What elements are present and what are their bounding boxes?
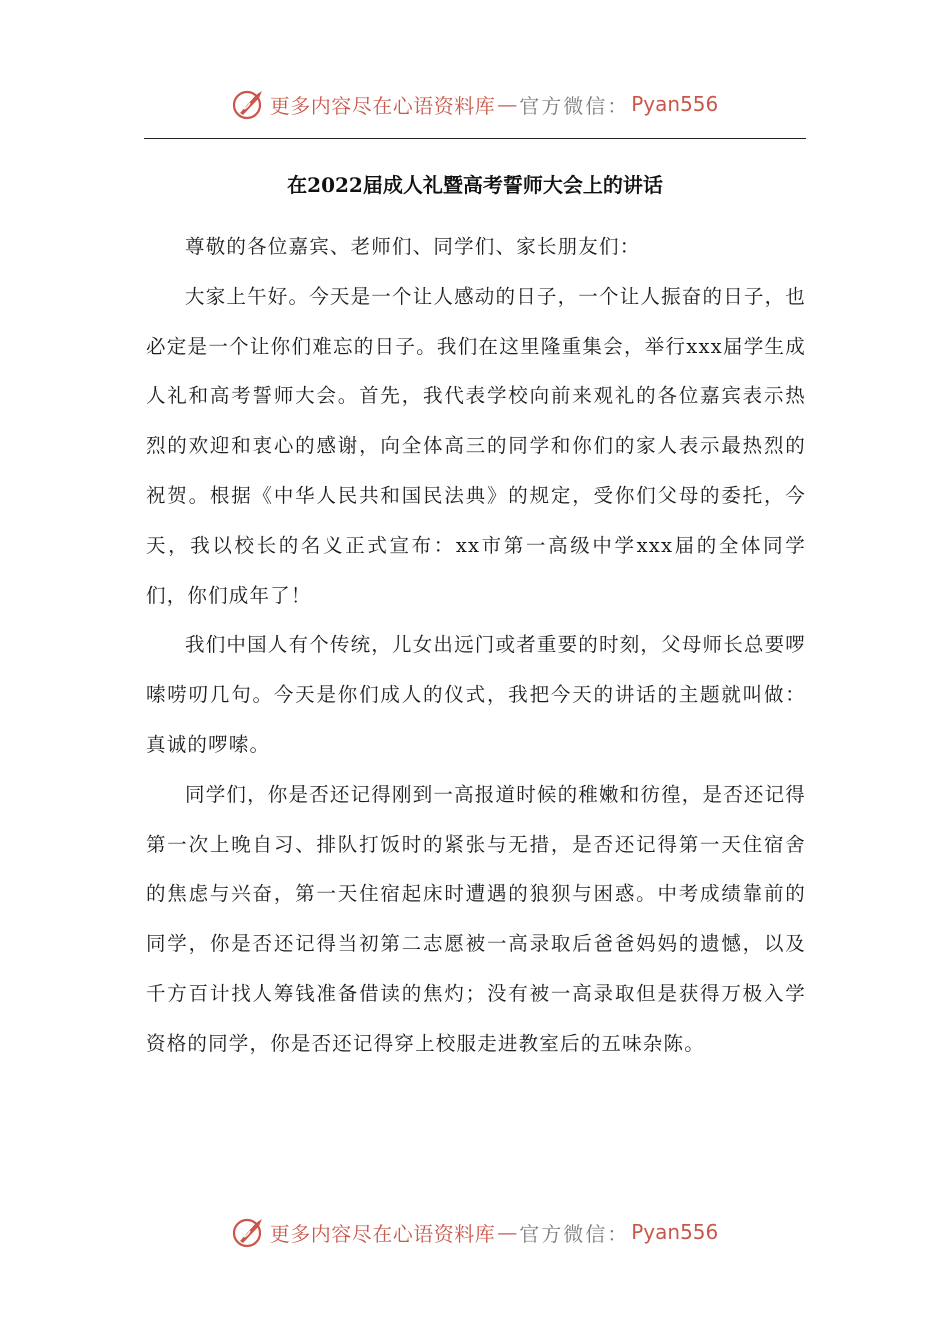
watermark-lead-text: 更多内容尽在心语资料库	[269, 1221, 496, 1246]
quill-pen-logo-icon	[232, 1215, 266, 1249]
watermark-wechat-id: Pyan556	[631, 1220, 719, 1244]
header-watermark	[0, 84, 950, 124]
document-title: 在2022届成人礼暨高考誓师大会上的讲话	[287, 173, 663, 197]
footer-watermark	[0, 1212, 950, 1252]
body-paragraph: 同学们，你是否还记得刚到一高报道时候的稚嫩和彷徨，是否还记得第一次上晚自习、排队打饭时的紧张与无措，是否还记得第一天住宿舍的焦虑与兴奋，第一天住宿起床时遭遇的狼狈与困惑。中考成绩靠前的同学，你是否还记得当初第二志愿被一高录取后爸爸妈妈的遗憾，以及千方百计找人筹钱准备借读的焦灼；没有被一高录取但是获得万极入学资格的同学，你是否还记得穿上校服走进教室后的五味杂陈。	[146, 782, 807, 1055]
watermark-lead-text: 更多内容尽在心语资料库	[269, 93, 496, 118]
body-paragraph: 我们中国人有个传统，儿女出远门或者重要的时刻，父母师长总要啰嗦唠叨几句。今天是你们成人的仪式，我把今天的讲话的主题就叫做：真诚的啰嗦。	[146, 633, 807, 756]
watermark-wechat-id: Pyan556	[631, 92, 719, 116]
watermark-wechat-label: 官方微信：	[519, 93, 630, 118]
quill-pen-logo-icon	[232, 87, 266, 121]
watermark-wechat-label: 官方微信：	[519, 1221, 630, 1246]
watermark-dash: —	[497, 92, 518, 116]
salutation-paragraph: 尊敬的各位嘉宾、老师们、同学们、家长朋友们：	[185, 235, 641, 258]
document-body	[146, 222, 806, 1069]
header-divider	[144, 138, 806, 139]
watermark-dash: —	[497, 1220, 518, 1244]
body-paragraph: 大家上午好。今天是一个让人感动的日子，一个让人振奋的日子，也必定是一个让你们难忘的日子。我们在这里隆重集会，举行xxx届学生成人礼和高考誓师大会。首先，我代表学校向前来观礼的各位嘉宾表示热烈的欢迎和衷心的感谢，向全体高三的同学和你们的家人表示最热烈的祝贺。根据《中华人民共和国民法典》的规定，受你们父母的委托，今天，我以校长的名义正式宣布：xx市第一高级中学xxx届的全体同学们，你们成年了！	[146, 284, 807, 607]
